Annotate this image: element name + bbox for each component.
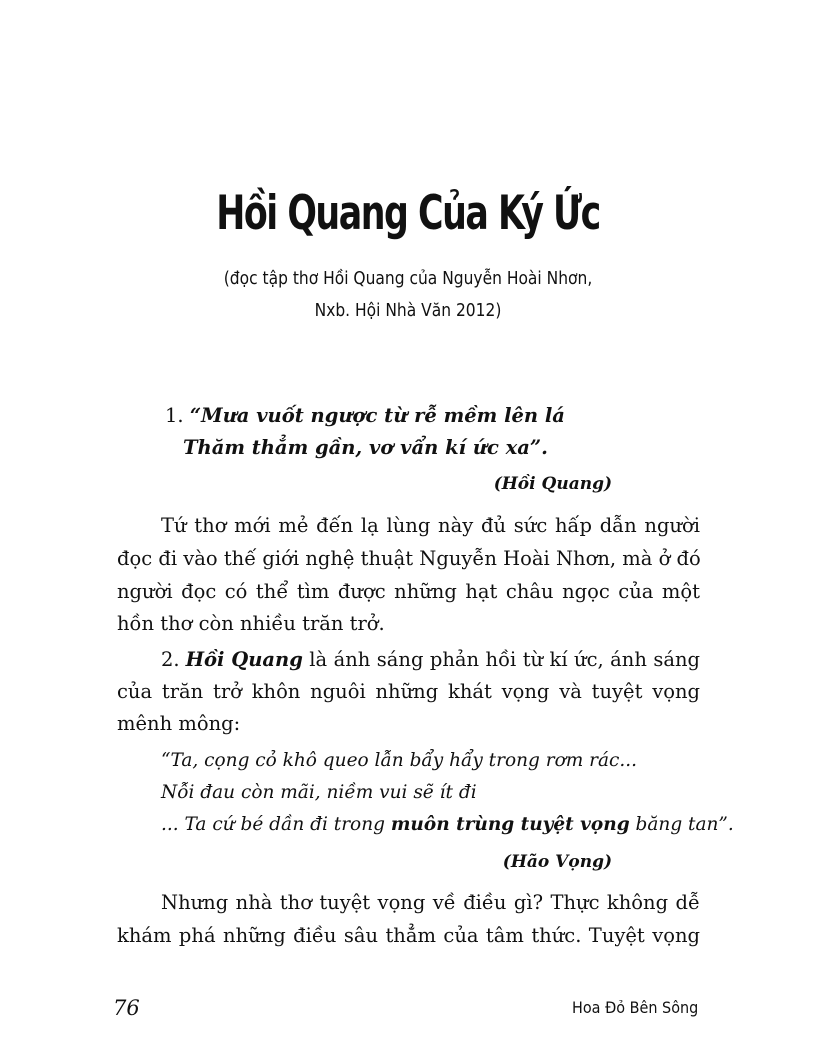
- subtitle-line-2: Nxb. Hội Nhà Văn 2012): [314, 300, 502, 321]
- section-2-verse-line-1: “Ta, cọng cỏ khô queo lẫn bẩy hẩy trong rơm rác...: [161, 750, 638, 771]
- section-2-verse-line-2: Nỗi đau còn mãi, niềm vui sẽ ít đi: [161, 782, 477, 803]
- subtitle-line-1: (đọc tập thơ Hồi Quang của Nguyễn Hoài Nhơn,: [223, 268, 593, 289]
- section-2-line-1-text: là ánh sáng phản hồi từ kí ức, ánh sáng: [302, 648, 700, 671]
- section-2-citation: (Hão Vọng): [502, 852, 612, 872]
- section-1-paragraph-line-3: người đọc có thể tìm được những hạt châu ngọc của một: [117, 580, 700, 603]
- running-footer-book-title: Hoa Đỏ Bên Sông: [571, 998, 698, 1017]
- section-1-paragraph-line-4: hồn thơ còn nhiều trăn trở.: [117, 612, 385, 635]
- page-number: 76: [113, 996, 140, 1020]
- section-1-verse-line-1: [165, 404, 565, 427]
- book-title-reference: Hồi Quang: [185, 648, 303, 671]
- section-2-paragraph-line-1: Nhưng nhà thơ tuyệt vọng về điều gì? Thực không dễ: [161, 891, 700, 914]
- section-2-number: 2.: [161, 648, 180, 671]
- section-2-line-2: của trăn trở khôn nguôi những khát vọng và tuyệt vọng: [117, 680, 700, 703]
- section-1-verse-line-2: Thăm thẳm gần, vơ vẩn kí ức xa”.: [183, 436, 548, 459]
- verse-emphasis: muôn trùng tuyệt vọng: [390, 814, 630, 835]
- verse-part: băng tan”.: [629, 814, 734, 835]
- verse-part: ... Ta cứ bé dần đi trong: [161, 814, 391, 835]
- section-2-line-1: [161, 648, 700, 671]
- section-1-number: 1.: [165, 404, 184, 427]
- section-1-paragraph-line-2: đọc đi vào thế giới nghệ thuật Nguyễn Hoài Nhơn, mà ở đó: [117, 547, 701, 570]
- chapter-title: Hồi Quang Của Ký Ức: [216, 186, 600, 241]
- section-1-citation: (Hồi Quang): [493, 474, 612, 494]
- section-2-line-3: mênh mông:: [117, 712, 241, 735]
- section-2-paragraph-line-2: khám phá những điều sâu thẳm của tâm thức. Tuyệt vọng: [117, 924, 700, 947]
- section-1-paragraph-line-1: Tứ thơ mới mẻ đến lạ lùng này đủ sức hấp dẫn người: [161, 514, 700, 537]
- verse-text: “Mưa vuốt ngược từ rễ mềm lên lá: [189, 404, 565, 427]
- section-2-verse-line-3: [161, 814, 734, 835]
